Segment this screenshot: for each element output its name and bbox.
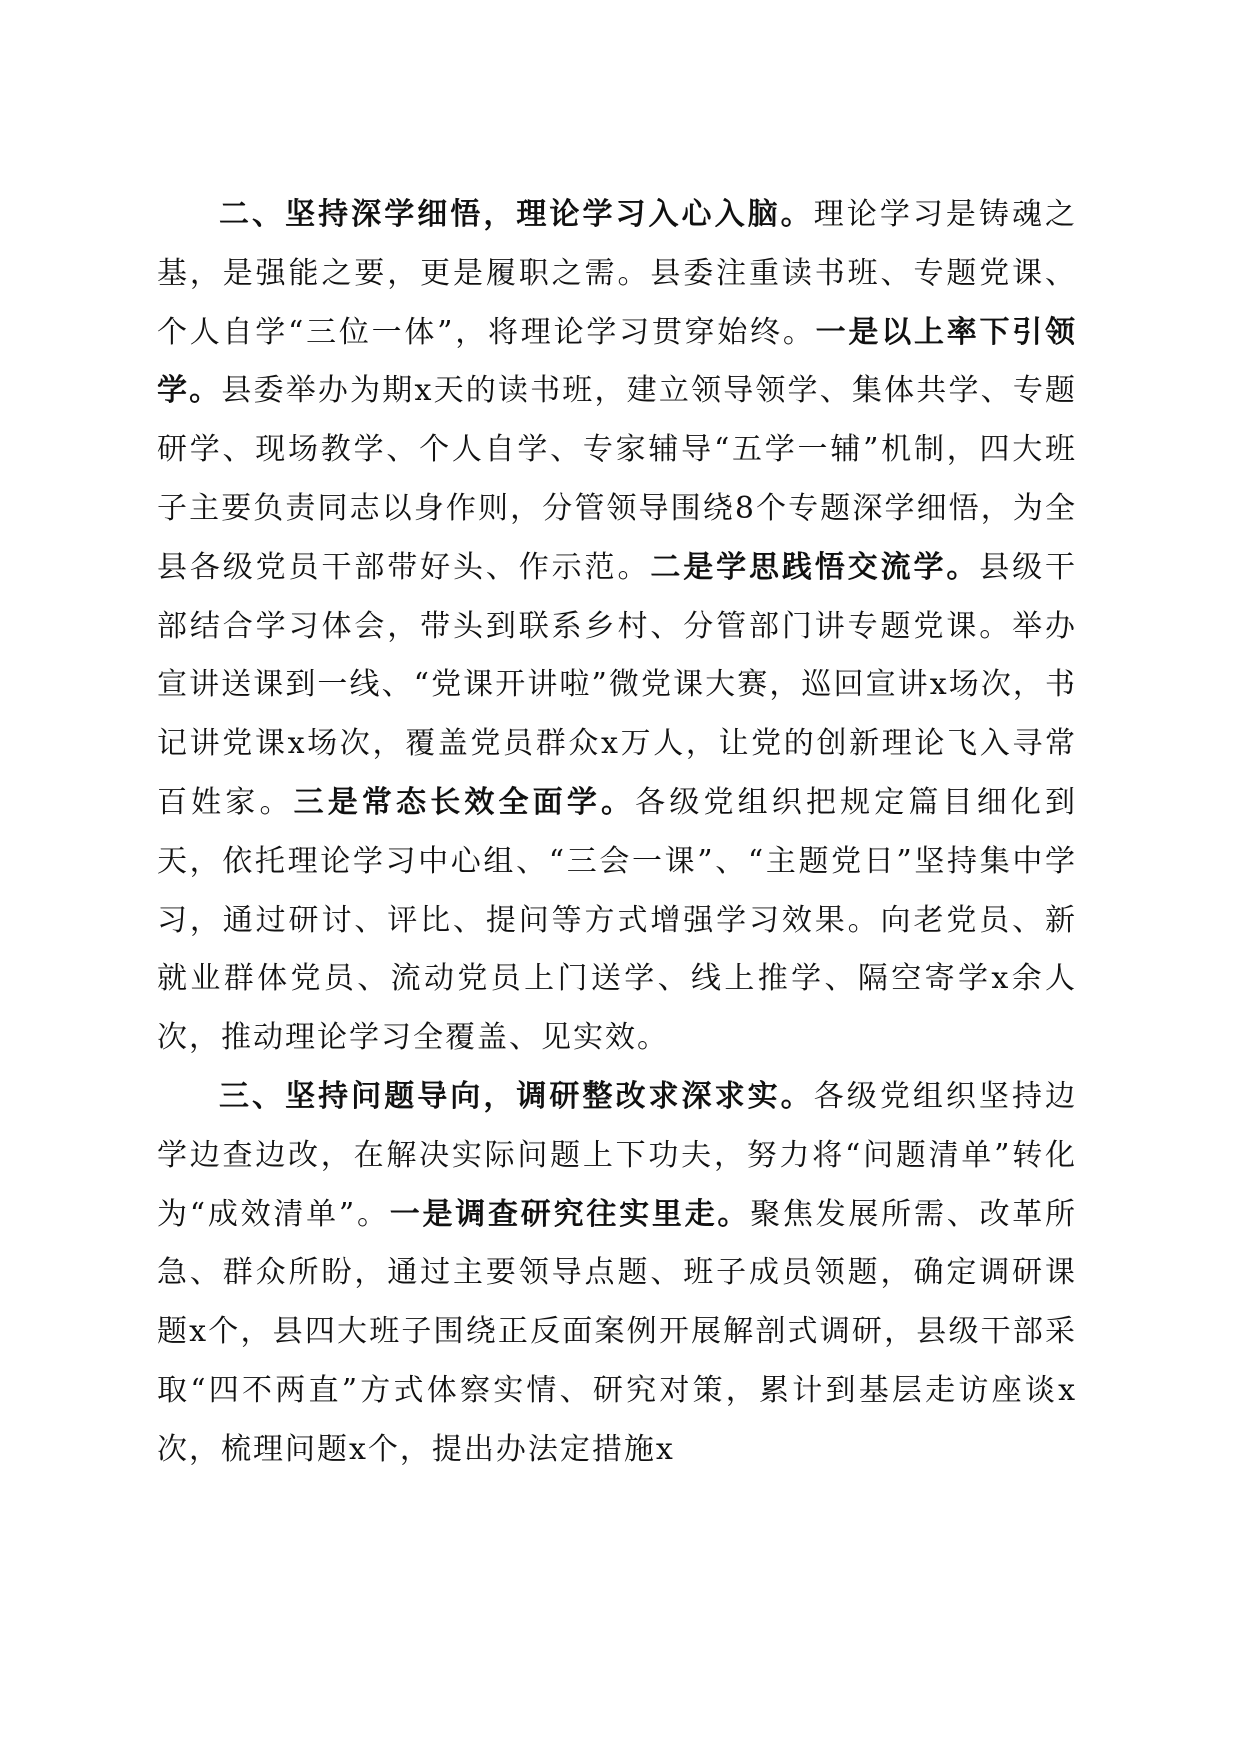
paragraph-problem-oriented [157, 1068, 1077, 1480]
body-run: 县委举办为期x天的读书班，建立领导领学、集体共学、专题研学、现场教学、个人自学、专家辅导“五学一辅”机制，四大班子主要负责同志以身作则，分管领导围绕8个专题深学细悟，为全县各级党员干部带好头、作示范。 [157, 373, 1078, 585]
body-run: 聚焦发展所需、改革所急、群众所盼，通过主要领导点题、班子成员领题，确定调研课题x个，县四大班子围绕正反面案例开展解剖式调研，县级干部采取“四不两直”方式体察实情、研究对策，累计到基层走访座谈x次，梳理问题x个，提出办法定措施x [157, 1196, 1077, 1467]
body-run: 各级党组织坚持边学边查边改，在解决实际问题上下功夫，努力将“问题清单”转化为“成效清单”。 [157, 1078, 1078, 1232]
body-run: 各级党组织把规定篇目细化到天，依托理论学习中心组、“三会一课”、“主题党日”坚持集中学习，通过研讨、评比、提问等方式增强学习效果。向老党员、新就业群体党员、流动党员上门送学、线上推学、隔空寄学x余人次，推动理论学习全覆盖、见实效。 [157, 784, 1078, 1056]
subheading-point-1: 一是调查研究往实里走。 [389, 1196, 751, 1232]
subheading-point-1: 一是以上率下引领学。 [157, 314, 1077, 409]
subheading-point-3: 三是常态长效全面学。 [293, 784, 636, 820]
heading-section-3: 三、坚持问题导向，调研整改求深求实。 [219, 1078, 814, 1114]
paragraph-theory-study [157, 186, 1077, 1068]
document-body [157, 186, 1077, 1480]
subheading-point-2: 二是学思践悟交流学。 [650, 549, 980, 585]
body-run: 理论学习是铸魂之基，是强能之要，更是履职之需。县委注重读书班、专题党课、个人自学“三位一体”，将理论学习贯穿始终。 [157, 197, 1078, 350]
heading-section-2: 二、坚持深学细悟，理论学习入心入脑。 [219, 197, 814, 232]
body-run: 县级干部结合学习体会，带头到联系乡村、分管部门讲专题党课。举办宣讲送课到一线、“党课开讲啦”微党课大赛，巡回宣讲x场次，书记讲党课x场次，覆盖党员群众x万人，让党的创新理论飞入寻常百姓家。 [157, 549, 1078, 820]
